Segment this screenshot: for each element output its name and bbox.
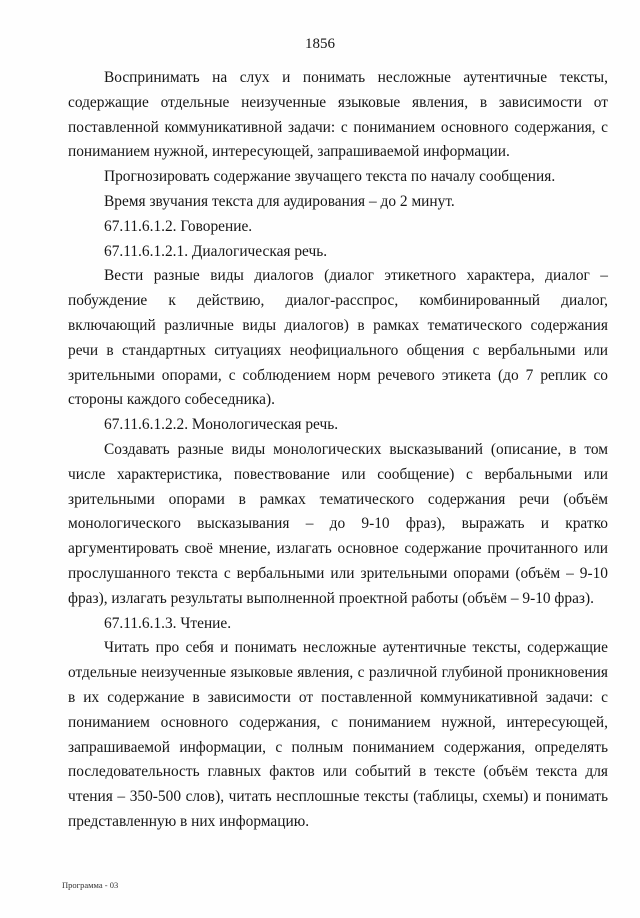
footer-program-label: Программа - 03: [62, 880, 119, 890]
paragraph-monologue-skills: Создавать разные виды монологических высказываний (описание, в том числе характеристика, повествование или сообщение) с вербальными или зрительными опорами в рамках тематического содержания речи (объём монологического высказывания – до 9-10 фраз), выражать и кратко аргументировать своё мнение, излагать основное содержание прочитанного или прослушанного текста с вербальными или зрительными опорами (объём – 9-10 фраз), излагать результаты выполненной проектной работы (объём – 9-10 фраз).: [68, 440, 608, 607]
section-heading-speaking: 67.11.6.1.2. Говорение.: [104, 217, 253, 235]
section-heading-monologue: 67.11.6.1.2.2. Монологическая речь.: [104, 416, 339, 434]
paragraph-listening-time: Время звучания текста для аудирования – до 2 минут.: [104, 192, 455, 210]
page-number: 1856: [305, 36, 335, 52]
paragraph-listening-skills: Воспринимать на слух и понимать несложные аутентичные тексты, содержащие отдельные неизученные языковые явления, в зависимости от поставленной коммуникативной задачи: с пониманием основного содержания, с пониманием нужной, интересующей, запрашиваемой информации.: [68, 69, 608, 161]
document-body: [68, 66, 608, 835]
paragraph-forecast-content: Прогнозировать содержание звучащего текста по началу сообщения.: [104, 168, 556, 186]
section-heading-reading: 67.11.6.1.3. Чтение.: [104, 614, 232, 632]
section-heading-dialogue: 67.11.6.1.2.1. Диалогическая речь.: [104, 242, 328, 260]
paragraph-dialogue-skills: Вести разные виды диалогов (диалог этикетного характера, диалог – побуждение к действию, диалог-расспрос, комбинированный диалог, включающий различные виды диалогов) в рамках тематического содержания речи в стандартных ситуациях неофициального общения с вербальными или зрительными опорами, с соблюдением норм речевого этикета (до 7 реплик со стороны каждого собеседника).: [68, 267, 608, 409]
paragraph-reading-skills: Читать про себя и понимать несложные аутентичные тексты, содержащие отдельные неизученные языковые явления, с различной глубиной проникновения в их содержание в зависимости от поставленной коммуникативной задачи: с пониманием основного содержания, с пониманием нужной, интересующей, запрашиваемой информации, с полным пониманием содержания, определять последовательность главных фактов или событий в тексте (объём текста для чтения – 350-500 слов), читать несплошные тексты (таблицы, схемы) и понимать представленную в них информацию.: [68, 639, 608, 830]
